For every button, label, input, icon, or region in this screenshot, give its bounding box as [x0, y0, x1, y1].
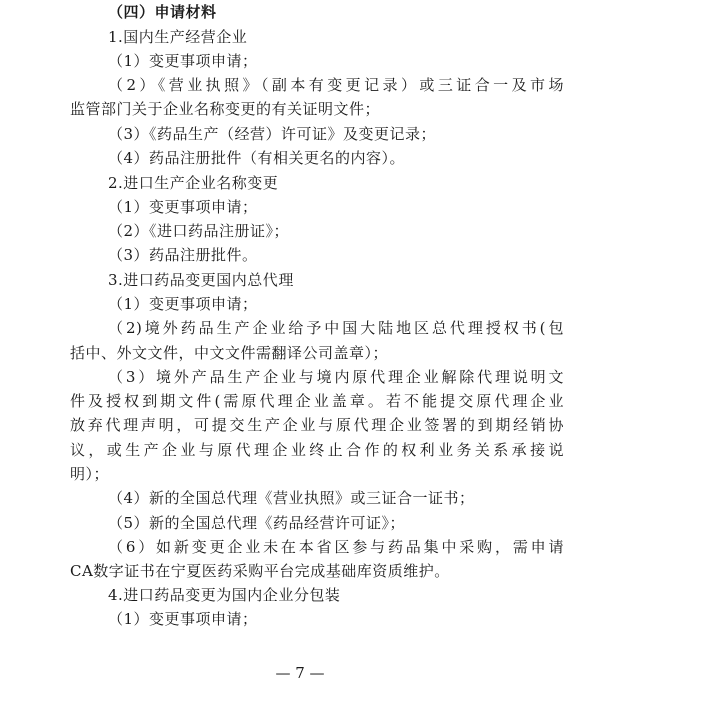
text-line: 3.进口药品变更国内总代理: [108, 271, 294, 289]
text-line: 监管部门关于企业名称变更的有关证明文件；: [70, 100, 381, 118]
text-line: 议，或生产企业与原代理企业终止合作的权利业务关系承接说: [70, 441, 564, 459]
text-line: （1）变更事项申请；: [108, 198, 258, 216]
text-line: 2.进口生产企业名称变更: [108, 174, 279, 192]
text-line: （4）新的全国总代理《营业执照》或三证合一证书；: [108, 489, 475, 507]
text-line: （1）变更事项申请；: [108, 610, 258, 628]
text-line: （1）变更事项申请；: [108, 52, 258, 70]
text-line: 1.国内生产经营企业: [108, 28, 248, 46]
text-line: （4）药品注册批件（有相关更名的内容）。: [108, 149, 406, 167]
text-line: 明）；: [70, 465, 110, 483]
text-line: 括中、外文文件，中文文件需翻译公司盖章）；: [70, 344, 389, 362]
page-number: — 7 —: [275, 664, 325, 682]
text-line: 4.进口药品变更为国内企业分包装: [108, 586, 341, 604]
text-line: （6）如新变更企业未在本省区参与药品集中采购，需申请: [108, 538, 564, 556]
text-line: （1）变更事项申请；: [108, 295, 258, 313]
text-line: （2）《营业执照》（副本有变更记录）或三证合一及市场: [108, 76, 564, 94]
section-heading: （四）申请材料: [108, 3, 217, 21]
text-line: （2）《进口药品注册证》；: [108, 222, 290, 240]
text-line: CA数字证书在宁夏医药采购平台完成基础库资质维护。: [70, 562, 450, 580]
text-line: 件及授权到期文件(需原代理企业盖章。若不能提交原代理企业: [70, 392, 564, 410]
text-line: （2)境外药品生产企业给予中国大陆地区总代理授权书(包: [108, 319, 564, 337]
text-line: （3）药品注册批件。: [108, 246, 258, 264]
text-line: （3）境外产品生产企业与境内原代理企业解除代理说明文: [108, 368, 564, 386]
text-line: （3）《药品生产（经营）许可证》及变更记录；: [108, 125, 437, 143]
text-line: 放弃代理声明，可提交生产企业与原代理企业签署的到期经销协: [70, 416, 564, 434]
text-line: （5）新的全国总代理《药品经营许可证》；: [108, 514, 406, 532]
